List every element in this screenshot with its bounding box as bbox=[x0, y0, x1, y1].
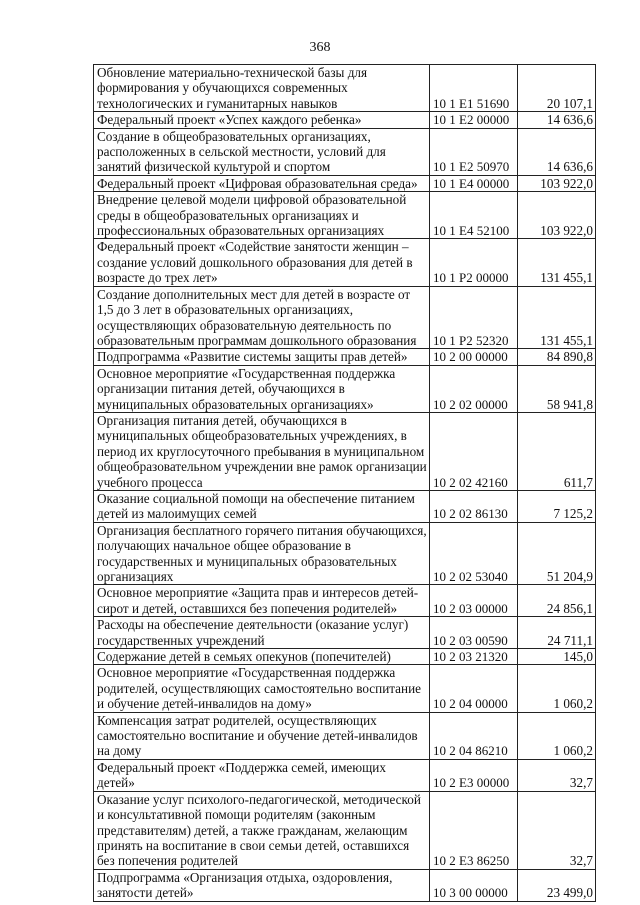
table-row bbox=[94, 490, 596, 522]
expense-item-name: Содержание детей в семьях опекунов (попечителей) bbox=[94, 649, 430, 665]
expense-item-name: Основное мероприятие «Государственная поддержка организации питания детей, обучающихся в муниципальных образовательных организациях» bbox=[94, 365, 430, 412]
amount-value: 103 922,0 bbox=[518, 192, 596, 239]
amount-value: 1 060,2 bbox=[518, 665, 596, 712]
budget-classification-code: 10 2 02 86130 bbox=[430, 490, 518, 522]
amount-value: 32,7 bbox=[518, 791, 596, 869]
table-row bbox=[94, 649, 596, 665]
amount-value: 24 856,1 bbox=[518, 585, 596, 617]
budget-table-body bbox=[94, 65, 596, 902]
expense-item-name: Оказание услуг психолого-педагогической, методической и консультативной помощи родителям (законным представителям) детей, а также гражданам, желающим принять на воспитание в свои семьи детей, оставшихся без попечения родителей bbox=[94, 791, 430, 869]
table-row bbox=[94, 617, 596, 649]
budget-classification-code: 10 1 P2 52320 bbox=[430, 286, 518, 349]
amount-value: 7 125,2 bbox=[518, 490, 596, 522]
amount-value: 84 890,8 bbox=[518, 349, 596, 365]
expense-item-name: Создание в общеобразовательных организациях, расположенных в сельской местности, условий для занятий физической культурой и спортом bbox=[94, 128, 430, 175]
budget-classification-code: 10 2 03 21320 bbox=[430, 649, 518, 665]
budget-classification-code: 10 1 E2 00000 bbox=[430, 112, 518, 128]
amount-value: 23 499,0 bbox=[518, 869, 596, 901]
budget-classification-code: 10 2 03 00000 bbox=[430, 585, 518, 617]
amount-value: 611,7 bbox=[518, 412, 596, 490]
budget-classification-code: 10 2 03 00590 bbox=[430, 617, 518, 649]
table-row bbox=[94, 128, 596, 175]
budget-classification-code: 10 2 02 53040 bbox=[430, 522, 518, 585]
expense-item-name: Внедрение целевой модели цифровой образовательной среды в общеобразовательных организациях и профессиональных образовательных организациях bbox=[94, 192, 430, 239]
amount-value: 145,0 bbox=[518, 649, 596, 665]
expense-item-name: Основное мероприятие «Защита прав и интересов детей-сирот и детей, оставшихся без попечения родителей» bbox=[94, 585, 430, 617]
amount-value: 1 060,2 bbox=[518, 712, 596, 759]
budget-classification-code: 10 1 E4 00000 bbox=[430, 175, 518, 191]
table-row bbox=[94, 286, 596, 349]
expense-item-name: Создание дополнительных мест для детей в возрасте от 1,5 до 3 лет в образовательных организациях, осуществляющих образовательную деятельность по образовательным программам дошкольного образования bbox=[94, 286, 430, 349]
table-row bbox=[94, 522, 596, 585]
table-row bbox=[94, 791, 596, 869]
amount-value: 58 941,8 bbox=[518, 365, 596, 412]
amount-value: 14 636,6 bbox=[518, 112, 596, 128]
page-number: 368 bbox=[309, 40, 331, 55]
amount-value: 20 107,1 bbox=[518, 65, 596, 112]
table-row bbox=[94, 175, 596, 191]
table-row bbox=[94, 665, 596, 712]
budget-classification-code: 10 2 00 00000 bbox=[430, 349, 518, 365]
expense-item-name: Оказание социальной помощи на обеспечение питанием детей из малоимущих семей bbox=[94, 490, 430, 522]
amount-value: 131 455,1 bbox=[518, 239, 596, 286]
budget-classification-code: 10 2 02 42160 bbox=[430, 412, 518, 490]
amount-value: 131 455,1 bbox=[518, 286, 596, 349]
amount-value: 14 636,6 bbox=[518, 128, 596, 175]
table-row bbox=[94, 585, 596, 617]
budget-classification-code: 10 1 E1 51690 bbox=[430, 65, 518, 112]
expense-item-name: Основное мероприятие «Государственная поддержка родителей, осуществляющих самостоятельно воспитание и обучение детей-инвалидов на дому» bbox=[94, 665, 430, 712]
budget-classification-code: 10 1 E2 50970 bbox=[430, 128, 518, 175]
budget-classification-code: 10 2 04 86210 bbox=[430, 712, 518, 759]
expense-item-name: Организация питания детей, обучающихся в муниципальных общеобразовательных учреждениях, в период их круглосуточного пребывания в муниципальном общеобразовательном учреждении вне рамок организации учебного процесса bbox=[94, 412, 430, 490]
budget-classification-code: 10 2 E3 00000 bbox=[430, 759, 518, 791]
budget-classification-code: 10 2 04 00000 bbox=[430, 665, 518, 712]
budget-classification-code: 10 1 E4 52100 bbox=[430, 192, 518, 239]
table-row bbox=[94, 349, 596, 365]
table-row bbox=[94, 869, 596, 901]
table-row bbox=[94, 412, 596, 490]
expense-item-name: Федеральный проект «Успех каждого ребенка» bbox=[94, 112, 430, 128]
table-row bbox=[94, 712, 596, 759]
table-row bbox=[94, 759, 596, 791]
amount-value: 51 204,9 bbox=[518, 522, 596, 585]
expense-item-name: Подпрограмма «Организация отдыха, оздоровления, занятости детей» bbox=[94, 869, 430, 901]
table-row bbox=[94, 112, 596, 128]
expense-item-name: Обновление материально-технической базы для формирования у обучающихся современных технологических и гуманитарных навыков bbox=[94, 65, 430, 112]
budget-classification-code: 10 1 P2 00000 bbox=[430, 239, 518, 286]
budget-classification-code: 10 2 E3 86250 bbox=[430, 791, 518, 869]
expense-item-name: Компенсация затрат родителей, осуществляющих самостоятельно воспитание и обучение детей-инвалидов на дому bbox=[94, 712, 430, 759]
amount-value: 24 711,1 bbox=[518, 617, 596, 649]
expense-item-name: Федеральный проект «Содействие занятости женщин – создание условий дошкольного образования для детей в возрасте до трех лет» bbox=[94, 239, 430, 286]
expense-item-name: Подпрограмма «Развитие системы защиты прав детей» bbox=[94, 349, 430, 365]
table-row bbox=[94, 239, 596, 286]
table-row bbox=[94, 192, 596, 239]
expense-item-name: Организация бесплатного горячего питания обучающихся, получающих начальное общее образование в государственных и муниципальных образовательных организациях bbox=[94, 522, 430, 585]
budget-classification-code: 10 3 00 00000 bbox=[430, 869, 518, 901]
budget-table bbox=[93, 64, 596, 902]
table-row bbox=[94, 65, 596, 112]
amount-value: 32,7 bbox=[518, 759, 596, 791]
table-row bbox=[94, 365, 596, 412]
amount-value: 103 922,0 bbox=[518, 175, 596, 191]
expense-item-name: Федеральный проект «Поддержка семей, имеющих детей» bbox=[94, 759, 430, 791]
expense-item-name: Расходы на обеспечение деятельности (оказание услуг) государственных учреждений bbox=[94, 617, 430, 649]
budget-classification-code: 10 2 02 00000 bbox=[430, 365, 518, 412]
expense-item-name: Федеральный проект «Цифровая образовательная среда» bbox=[94, 175, 430, 191]
